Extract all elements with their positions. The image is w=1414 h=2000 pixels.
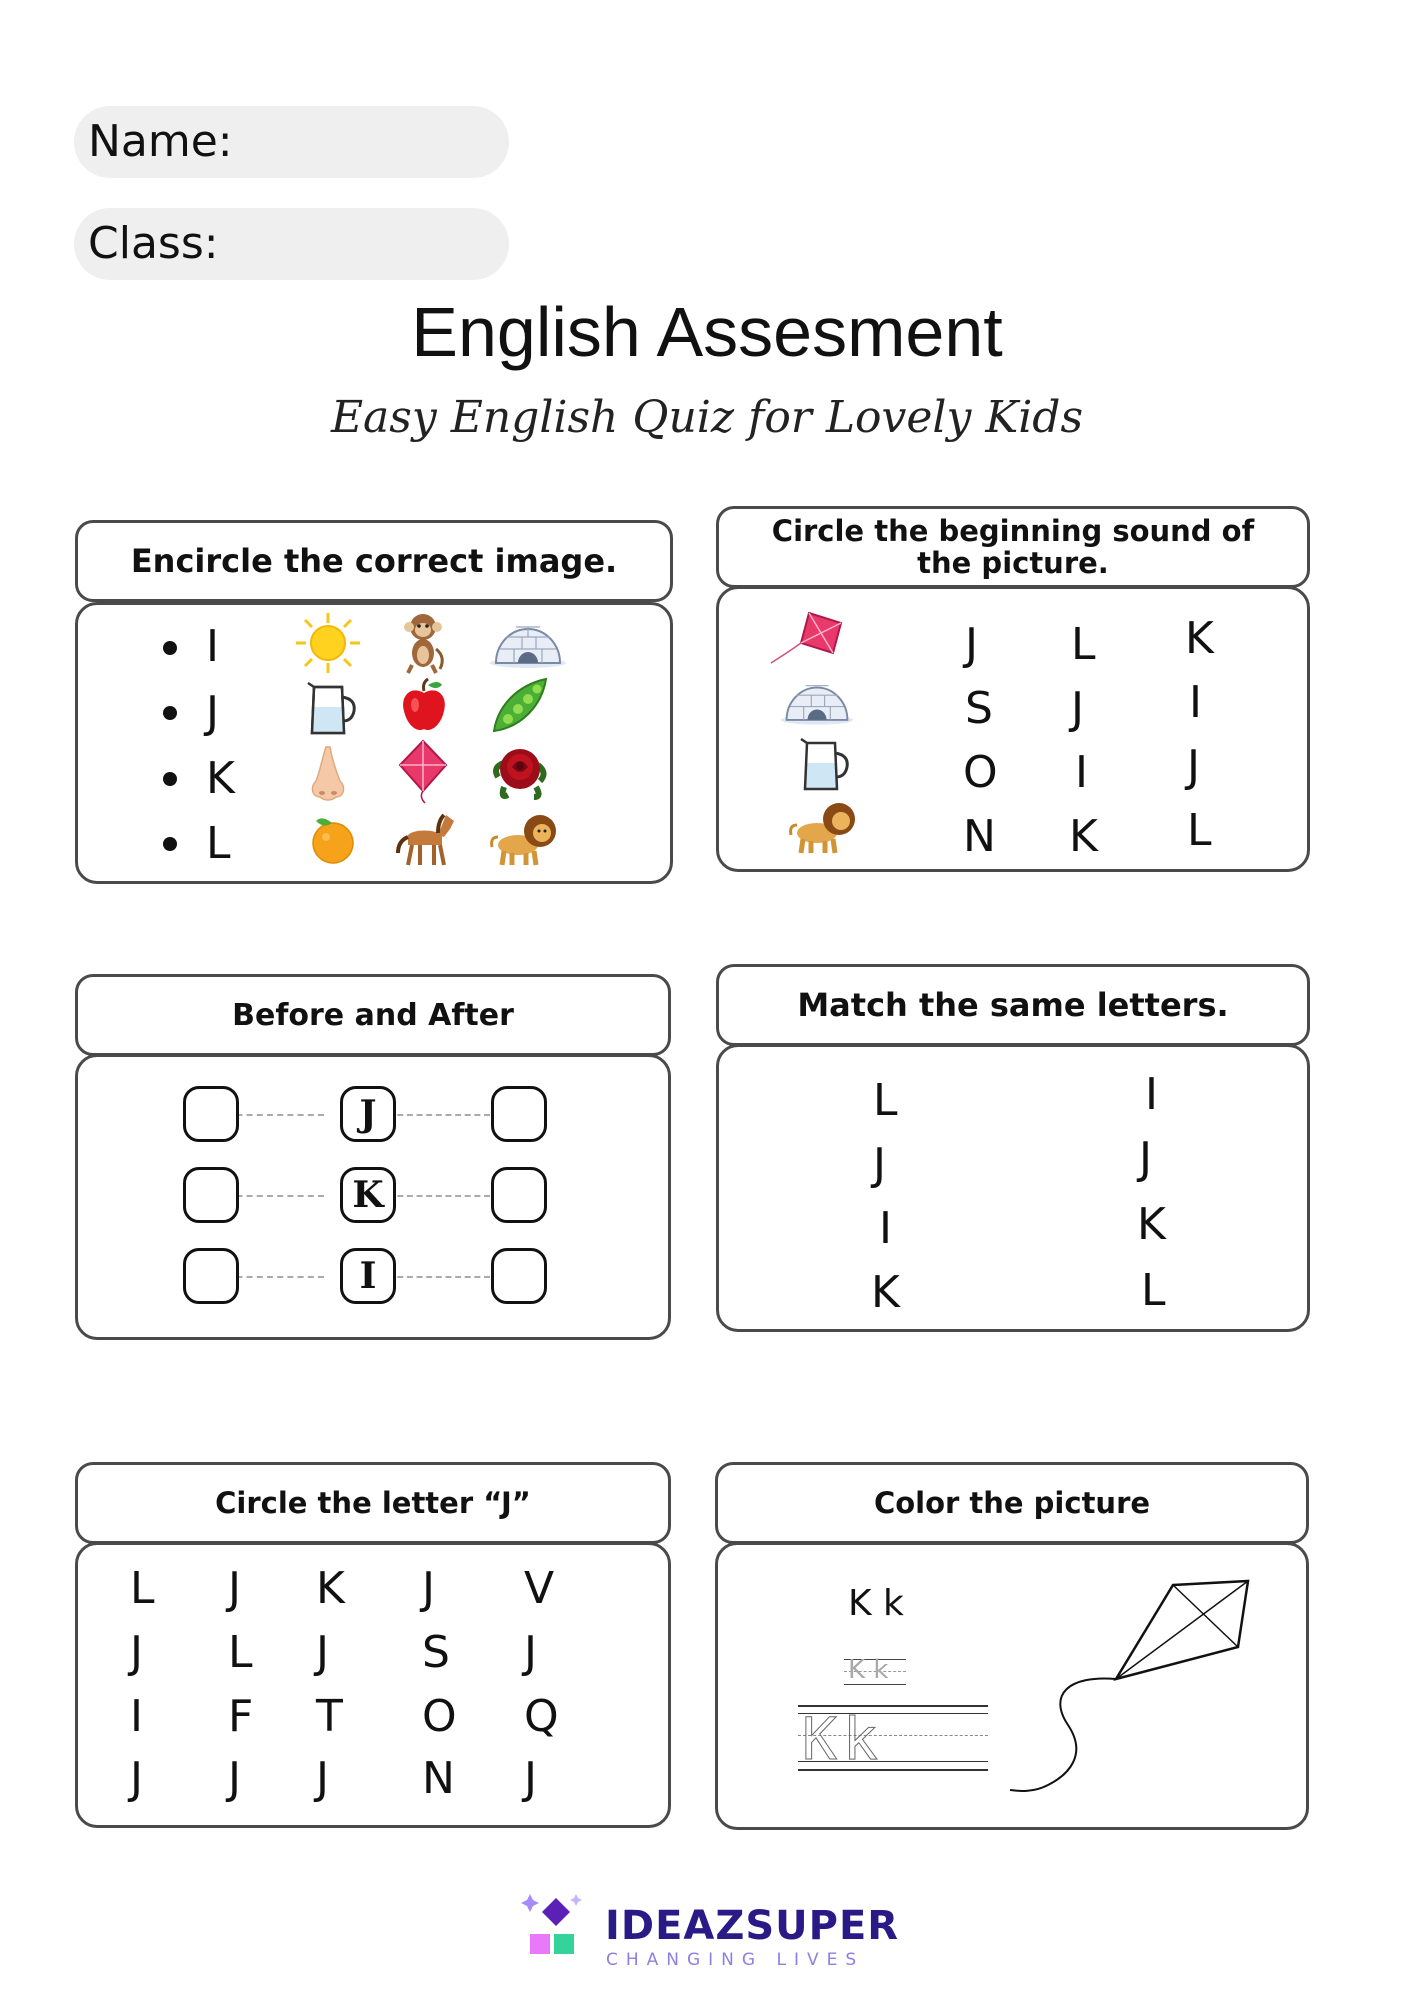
kite-icon[interactable] — [396, 739, 450, 805]
circle-j-box — [75, 1542, 671, 1828]
name-field[interactable] — [74, 106, 509, 178]
after-blank[interactable] — [491, 1167, 547, 1223]
circle-j-heading: Circle the letter “J” — [215, 1486, 531, 1520]
trace-large-text: Kk — [802, 1705, 884, 1773]
sound-option[interactable]: J — [1187, 741, 1200, 792]
grid-letter[interactable]: O — [422, 1691, 457, 1742]
grid-letter[interactable]: J — [316, 1627, 329, 1678]
bullet — [163, 772, 177, 786]
encircle-header — [75, 520, 673, 602]
sound-option[interactable]: J — [1071, 683, 1084, 734]
before-blank[interactable] — [183, 1167, 239, 1223]
before-after-header — [75, 974, 671, 1056]
match-header — [716, 964, 1310, 1046]
page-title: English Assesment — [411, 293, 1003, 371]
grid-letter[interactable]: Q — [524, 1691, 559, 1742]
page-subtitle: Easy English Quiz for Lovely Kids — [330, 392, 1084, 443]
logo-tagline: CHANGING LIVES — [606, 1950, 865, 1970]
grid-letter[interactable]: N — [422, 1753, 455, 1804]
igloo-icon — [779, 671, 855, 727]
grid-letter[interactable]: K — [316, 1563, 345, 1614]
grid-letter[interactable]: L — [130, 1563, 155, 1614]
jug-icon[interactable] — [306, 677, 358, 737]
match-left-letter[interactable]: I — [879, 1203, 892, 1254]
lion-icon — [787, 795, 857, 855]
circle-j-header — [75, 1462, 671, 1544]
logo-mark-icon — [516, 1890, 596, 1960]
grid-letter[interactable]: J — [524, 1627, 537, 1678]
middle-letter: K — [340, 1167, 396, 1223]
color-box — [715, 1542, 1309, 1830]
grid-letter[interactable]: J — [422, 1563, 435, 1614]
before-after-heading: Before and After — [232, 997, 514, 1033]
encircle-letter: J — [206, 687, 219, 738]
beginning-sound-heading: Circle the beginning sound of the picture. — [771, 514, 1255, 580]
after-blank[interactable] — [491, 1086, 547, 1142]
trace-large[interactable] — [798, 1705, 988, 1773]
after-blank[interactable] — [491, 1248, 547, 1304]
encircle-letter: L — [206, 818, 231, 869]
beginning-sound-box — [716, 586, 1310, 872]
grid-letter[interactable]: I — [130, 1691, 143, 1742]
grid-letter[interactable]: J — [524, 1753, 537, 1804]
encircle-heading: Encircle the correct image. — [130, 542, 618, 580]
logo-brand: IDEAZSUPER — [605, 1903, 900, 1949]
sound-option[interactable]: K — [1185, 613, 1214, 664]
before-after-box — [75, 1054, 671, 1340]
middle-letter: I — [340, 1248, 396, 1304]
color-header — [715, 1462, 1309, 1544]
sound-option[interactable]: O — [963, 747, 998, 798]
sound-option[interactable]: I — [1189, 677, 1202, 728]
match-left-letter[interactable]: K — [871, 1267, 900, 1318]
sound-option[interactable]: K — [1069, 811, 1098, 862]
grid-letter[interactable]: J — [130, 1753, 143, 1804]
encircle-letter: K — [206, 753, 235, 804]
match-left-letter[interactable]: L — [873, 1075, 898, 1126]
match-heading: Match the same letters. — [797, 986, 1229, 1024]
encircle-letter: I — [206, 621, 219, 672]
lion-icon[interactable] — [488, 807, 558, 867]
grid-letter[interactable]: J — [316, 1753, 329, 1804]
before-blank[interactable] — [183, 1248, 239, 1304]
match-left-letter[interactable]: J — [873, 1139, 886, 1190]
sound-option[interactable]: N — [963, 811, 996, 862]
encircle-box — [75, 602, 673, 884]
match-right-letter[interactable]: I — [1145, 1069, 1158, 1120]
grid-letter[interactable]: V — [524, 1563, 555, 1614]
name-label: Name: — [88, 116, 233, 167]
kite-outline-icon[interactable] — [1008, 1575, 1298, 1815]
bullet — [163, 641, 177, 655]
before-blank[interactable] — [183, 1086, 239, 1142]
middle-letter: J — [340, 1086, 396, 1142]
sound-option[interactable]: I — [1075, 747, 1088, 798]
igloo-icon[interactable] — [488, 613, 568, 669]
apple-icon[interactable] — [400, 677, 448, 735]
grid-letter[interactable]: S — [422, 1627, 450, 1678]
class-field[interactable] — [74, 208, 509, 280]
trace-small-text: K k — [848, 1655, 889, 1685]
bullet — [163, 706, 177, 720]
orange-icon[interactable] — [308, 811, 358, 867]
bullet — [163, 837, 177, 851]
rose-icon[interactable] — [490, 737, 550, 805]
grid-letter[interactable]: L — [228, 1627, 253, 1678]
match-right-letter[interactable]: L — [1141, 1265, 1166, 1316]
sound-option[interactable]: L — [1187, 805, 1212, 856]
sound-option[interactable]: S — [965, 683, 993, 734]
peas-icon[interactable] — [488, 675, 552, 737]
jug-icon — [799, 733, 851, 793]
match-right-letter[interactable]: K — [1137, 1199, 1166, 1250]
match-right-letter[interactable]: J — [1139, 1133, 1152, 1184]
horse-icon[interactable] — [394, 807, 458, 869]
nose-icon[interactable] — [308, 745, 348, 803]
class-label: Class: — [88, 218, 219, 269]
sound-option[interactable]: L — [1071, 619, 1096, 670]
color-heading: Color the picture — [873, 1486, 1151, 1520]
kite-icon — [769, 609, 845, 673]
grid-letter[interactable]: J — [130, 1627, 143, 1678]
grid-letter[interactable]: T — [316, 1691, 343, 1742]
beginning-sound-header — [716, 506, 1310, 588]
letter-pair: K k — [848, 1583, 904, 1624]
sun-icon[interactable] — [293, 611, 363, 675]
grid-letter[interactable]: J — [228, 1563, 241, 1614]
match-box — [716, 1044, 1310, 1332]
trace-small — [844, 1655, 906, 1685]
grid-letter[interactable]: F — [228, 1691, 254, 1742]
monkey-icon[interactable] — [398, 609, 448, 675]
sound-option[interactable]: J — [965, 619, 978, 670]
grid-letter[interactable]: J — [228, 1753, 241, 1804]
